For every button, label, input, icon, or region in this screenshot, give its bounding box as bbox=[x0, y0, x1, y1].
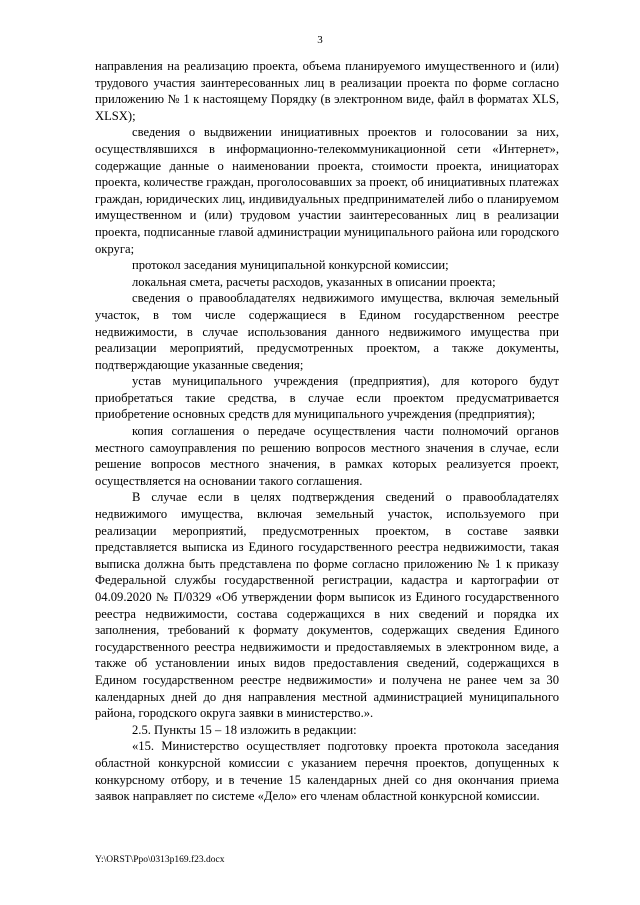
document-body bbox=[95, 58, 559, 805]
page-number: 3 bbox=[317, 34, 323, 46]
paragraph: копия соглашения о передаче осуществления части полномочий органов местного самоуправления по решению вопросов местного значения в случае, если решение вопросов местного значения, в рамках которых реализуется проект, осуществляется на основании такого соглашения. bbox=[95, 424, 559, 488]
paragraph: В случае если в целях подтверждения сведений о правообладателях недвижимого имущества, включая земельный участок, используемого при реализации мероприятий, предусмотренных проектом, в составе заявки представляется выписка из Единого государственного реестра недвижимости, такая выписка должна быть представлена по форме согласно приложению № 1 к приказу Федеральной службы государственной регистрации, кадастра и картографии от 04.09.2020 № П/0329 «Об утверждении форм выписок из Единого государственного реестра недвижимости, состава содержащихся в них сведений и порядка их заполнения, требований к формату документов, содержащих сведения Единого государственного реестра недвижимости и предоставляемых в электронном виде, а также об установлении иных видов предоставления сведений, содержащихся в Едином государственном реестре недвижимости» и получена не ранее чем за 30 календарных дней до дня направления местной администрацией муниципального района, городского округа заявки в министерство.». bbox=[95, 490, 559, 721]
paragraph: сведения о выдвижении инициативных проектов и голосовании за них, осуществлявшихся в информационно-телекоммуникационной сети «Интернет», содержащие данные о наименовании проекта, стоимости проекта, инициаторах проекта, количестве граждан, проголосовавших за проект, об инициативных платежах граждан, юридических лиц, индивидуальных предпринимателей либо о планируемом имущественном и (или) трудовом участии заинтересованных лиц в реализации проекта, подписанные главой администрации муниципального района или городского округа; bbox=[95, 125, 559, 256]
file-path-footer: Y:\ORST\Ppo\0313p169.f23.docx bbox=[95, 855, 225, 865]
paragraph: сведения о правообладателях недвижимого имущества, включая земельный участок, в том числе содержащиеся в Едином государственном реестре недвижимости, в случае использования данного недвижимого имущества при реализации мероприятий, предусмотренных проектом, а также документы, подтверждающие указанные сведения; bbox=[95, 291, 559, 372]
paragraph: направления на реализацию проекта, объема планируемого имущественного и (или) трудового участия заинтересованных лиц в реализации проекта по форме согласно приложению № 1 к настоящему Порядку (в электронном виде, файл в форматах XLS, XLSX); bbox=[95, 59, 559, 123]
paragraph: устав муниципального учреждения (предприятия), для которого будут приобретаться такие средства, в случае если проектом предусматривается приобретение основных средств для муниципального учреждения (предприятия); bbox=[95, 374, 559, 422]
paragraph: локальная смета, расчеты расходов, указанных в описании проекта; bbox=[132, 274, 496, 289]
paragraph: протокол заседания муниципальной конкурсной комиссии; bbox=[132, 258, 449, 273]
paragraph: 2.5. Пункты 15 – 18 изложить в редакции: bbox=[132, 722, 357, 737]
paragraph: «15. Министерство осуществляет подготовку проекта протокола заседания областной конкурсной комиссии с указанием перечня проектов, допущенных к конкурсному отбору, и в течение 15 календарных дней со дня окончания приема заявок направляет по системе «Дело» его членам областной конкурсной комиссии. bbox=[95, 739, 559, 804]
